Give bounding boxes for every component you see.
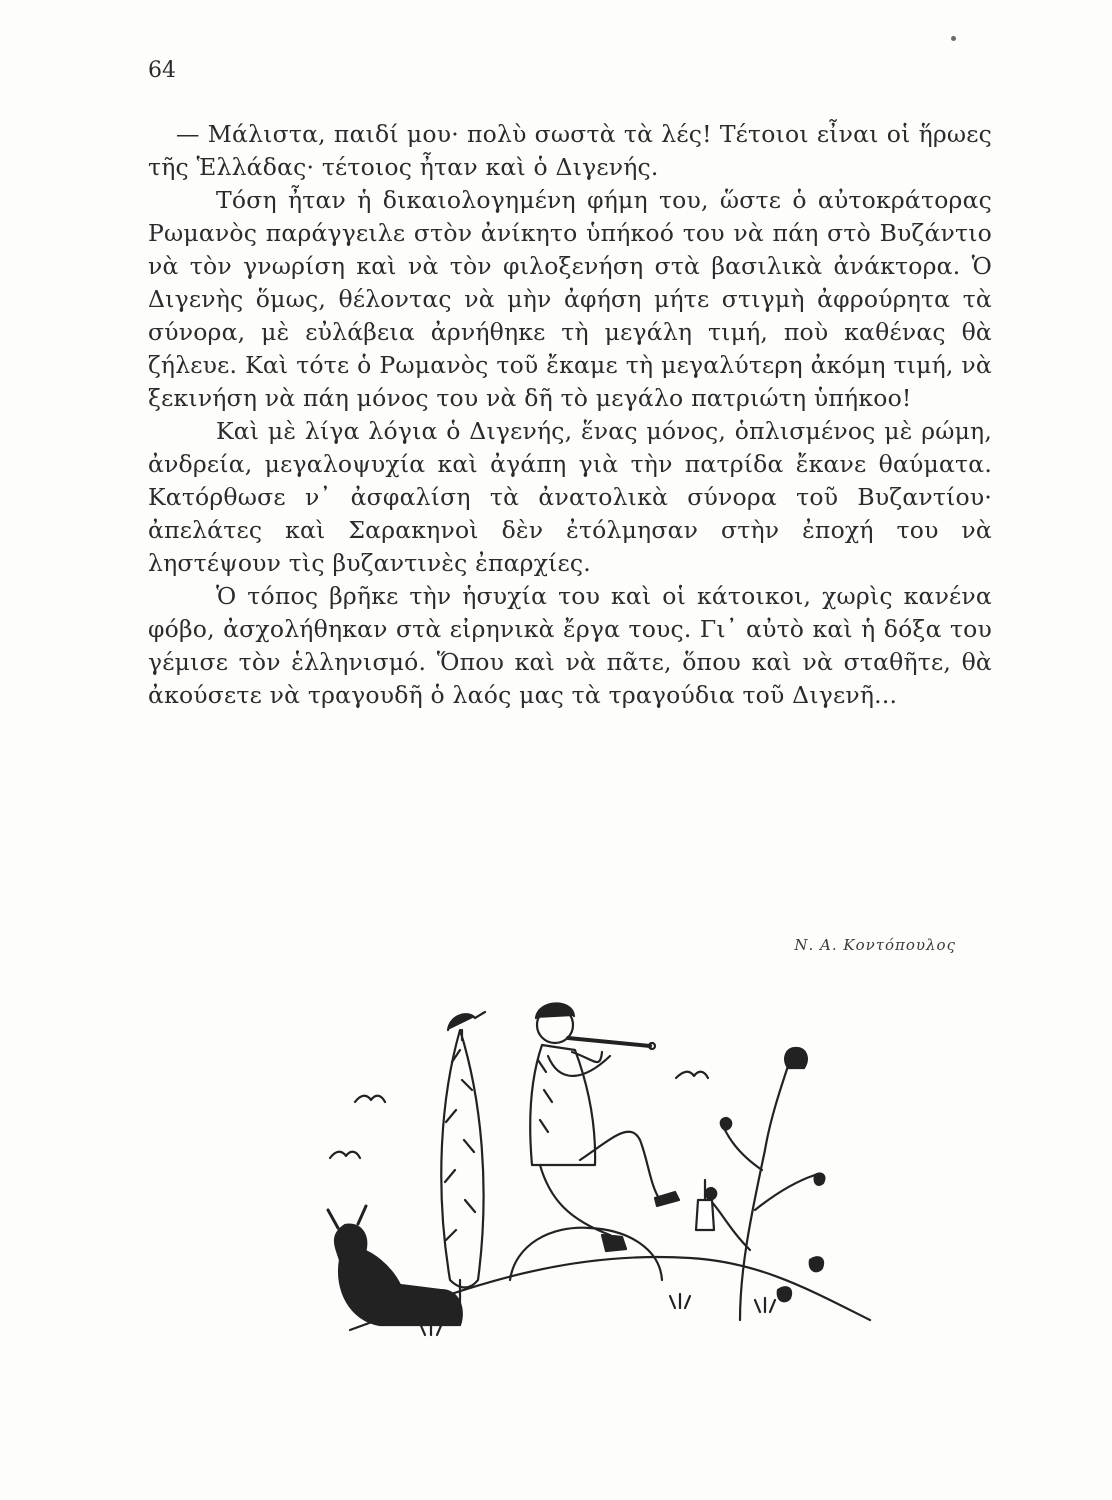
paragraph-3: Καὶ μὲ λίγα λόγια ὁ Διγενής, ἕνας μόνος, ὁπλισμένος μὲ ρώμη, ἀνδρεία, μεγαλοψυχία καὶ ἀγάπη γιὰ τὴν πατρίδα ἔκανε θαύματα. Κατόρθωσε ν᾽ ἀσφαλίση τὰ ἀνατολικὰ σύνορα τοῦ Βυζαντίου· ἀπελάτες καὶ Σαρακηνοὶ δὲν ἐτόλμησαν στὴν ἐποχή του νὰ ληστέψουν τὶς βυζαντινὲς ἐπαρχίες.	[148, 417, 992, 577]
speck	[951, 36, 956, 41]
flute-player-with-goat-and-birds-icon	[310, 990, 1000, 1360]
page-number: 64	[148, 58, 176, 83]
body-text	[148, 118, 992, 712]
paragraph-4: Ὁ τόπος βρῆκε τὴν ἡσυχία του καὶ οἱ κάτοικοι, χωρὶς κανένα φόβο, ἀσχολήθηκαν στὰ εἰρηνικὰ ἔργα τους. Γι᾽ αὐτὸ καὶ ἡ δόξα του γέμισε τὸν ἑλληνισμό. Ὅπου καὶ νὰ πᾶτε, ὅπου καὶ νὰ σταθῆτε, θὰ ἀκούσετε νὰ τραγουδῆ ὁ λαός μας τὰ τραγούδια τοῦ Διγενῆ...	[148, 582, 992, 709]
paragraph-1: — Μάλιστα, παιδί μου· πολὺ σωστὰ τὰ λές! Τέτοιοι εἶναι οἱ ἥρωες τῆς Ἑλλάδας· τέτοιος ἦταν καὶ ὁ Διγενής.	[148, 120, 992, 181]
author-signature: Ν. Α. Κοντόπουλος	[794, 936, 956, 954]
paragraph-2: Τόση ἦταν ἡ δικαιολογημένη φήμη του, ὥστε ὁ αὐτοκράτορας Ρωμανὸς παράγγειλε στὸν ἀνίκητο ὑπήκοό του νὰ πάη στὸ Βυζάντιο νὰ τὸν γνωρίση καὶ νὰ τὸν φιλοξενήση στὰ βασιλικὰ ἀνάκτορα. Ὁ Διγενὴς ὅμως, θέλοντας νὰ μὴν ἀφήση μήτε στιγμὴ ἀφρούρητα τὰ σύνορα, μὲ εὐλάβεια ἀρνήθηκε τὴ μεγάλη τιμή, ποὺ καθένας θὰ ζήλευε. Καὶ τότε ὁ Ρωμανὸς τοῦ ἔκαμε τὴ μεγαλύτερη ἀκόμη τιμή, νὰ ξεκινήση νὰ πάη μόνος του νὰ δῆ τὸ μεγάλο πατριώτη ὑπήκοο!	[148, 186, 992, 412]
